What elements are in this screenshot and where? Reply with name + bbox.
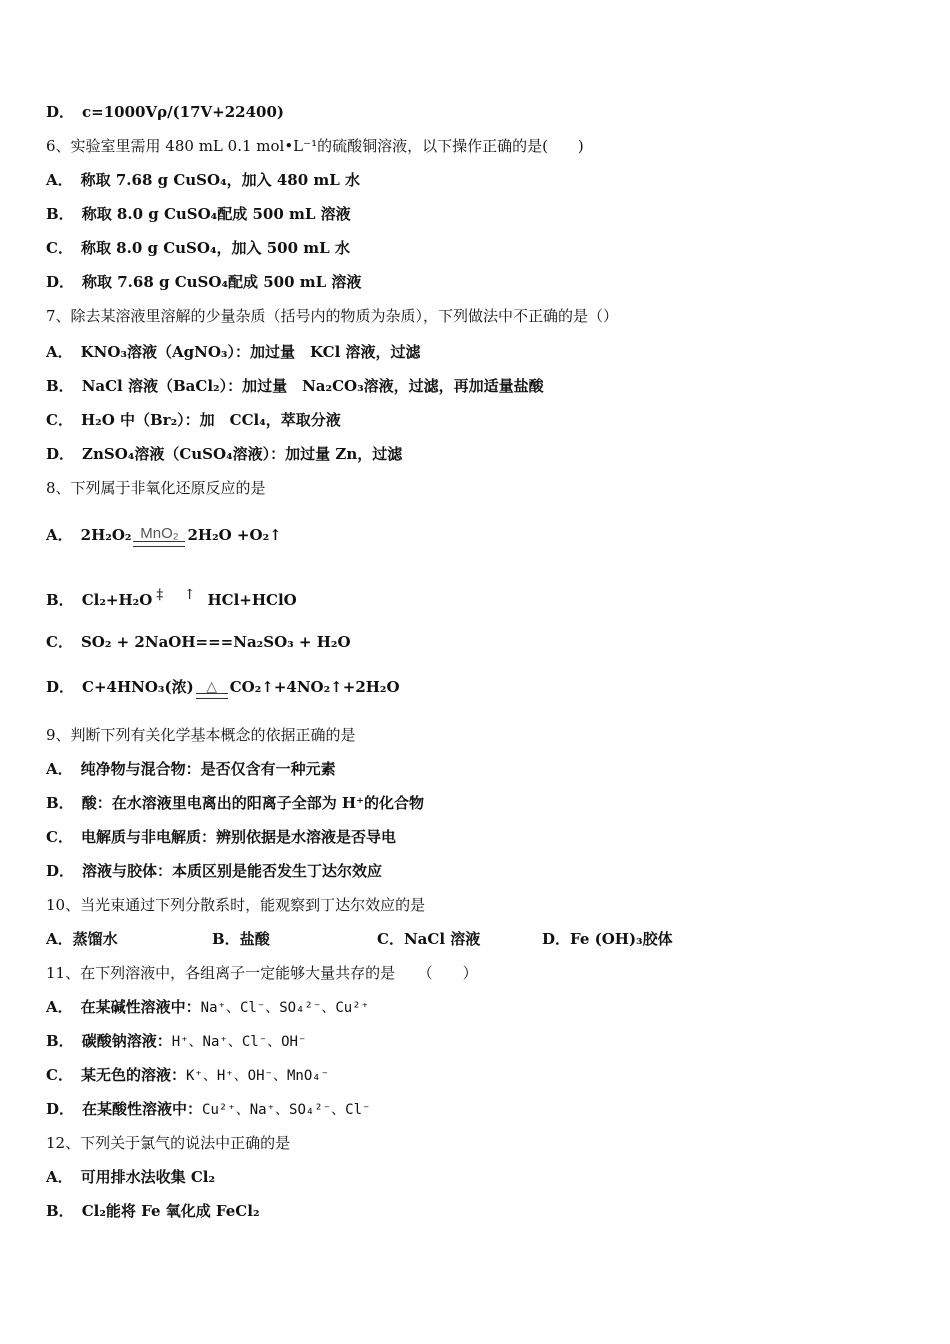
q8-option-d[interactable]: D． C+4HNO₃(浓) △ CO₂↑+4NO₂↑+2H₂O (46, 672, 400, 703)
q12-option-a[interactable]: A． 可用排水法收集 Cl₂ (46, 1168, 216, 1186)
q7-option-b[interactable]: B． NaCl 溶液（BaCl₂）：加过量 Na₂CO₃溶液，过滤，再加适量盐酸 (46, 377, 544, 395)
q6-option-d[interactable]: D． 称取 7.68 g CuSO₄配成 500 mL 溶液 (46, 273, 362, 291)
q10-option-c[interactable]: C．NaCl 溶液 (377, 930, 481, 948)
q11-option-c[interactable]: C． 某无色的溶液：K⁺、H⁺、OH⁻、MnO₄⁻ (46, 1066, 330, 1084)
q10-option-d[interactable]: D．Fe (OH)₃胶体 (542, 930, 673, 948)
q8-option-c[interactable]: C． SO₂ + 2NaOH===Na₂SO₃ + H₂O (46, 633, 351, 651)
q6-option-b[interactable]: B． 称取 8.0 g CuSO₄配成 500 mL 溶液 (46, 205, 351, 223)
garbled-equilibrium-arrow: ‡ ↑ (156, 587, 204, 603)
q11-option-a[interactable]: A． 在某碱性溶液中：Na⁺、Cl⁻、SO₄²⁻、Cu²⁺ (46, 998, 370, 1016)
q12-option-b[interactable]: B． Cl₂能将 Fe 氧化成 FeCl₂ (46, 1202, 260, 1220)
q6-option-a[interactable]: A． 称取 7.68 g CuSO₄，加入 480 mL 水 (46, 171, 361, 189)
q6-option-c[interactable]: C． 称取 8.0 g CuSO₄，加入 500 mL 水 (46, 239, 350, 257)
q12-stem: 12、下列关于氯气的说法中正确的是 (46, 1134, 291, 1152)
q7-option-d[interactable]: D． ZnSO₄溶液（CuSO₄溶液）：加过量 Zn，过滤 (46, 445, 403, 463)
q8-stem: 8、下列属于非氧化还原反应的是 (46, 479, 266, 497)
q9-option-a[interactable]: A． 纯净物与混合物：是否仅含有一种元素 (46, 760, 336, 778)
reaction-arrow-mno2: MnO₂ (133, 521, 185, 551)
q11-option-d[interactable]: D． 在某酸性溶液中：Cu²⁺、Na⁺、SO₄²⁻、Cl⁻ (46, 1100, 371, 1118)
q10-option-a[interactable]: A．蒸馏水 (46, 930, 118, 948)
q7-option-c[interactable]: C． H₂O 中（Br₂）：加 CCl₄，萃取分液 (46, 411, 341, 429)
q9-stem: 9、判断下列有关化学基本概念的依据正确的是 (46, 726, 356, 744)
q5-option-d: D． c=1000Vρ/(17V+22400) (46, 103, 285, 121)
q8-option-b[interactable]: B． Cl₂+H₂O ‡ ↑ HCl+HClO (46, 587, 297, 609)
q7-option-a[interactable]: A． KNO₃溶液（AgNO₃）：加过量 KCl 溶液，过滤 (46, 343, 421, 361)
q9-option-d[interactable]: D． 溶液与胶体：本质区别是能否发生丁达尔效应 (46, 862, 383, 880)
q6-stem: 6、实验室里需用 480 mL 0.1 mol•L⁻¹的硫酸铜溶液，以下操作正确的是( ) (46, 137, 584, 155)
q9-option-c[interactable]: C． 电解质与非电解质：辨别依据是水溶液是否导电 (46, 828, 396, 846)
q10-stem: 10、当光束通过下列分散系时，能观察到丁达尔效应的是 (46, 896, 426, 914)
q11-stem: 11、在下列溶液中，各组离子一定能够大量共存的是 （ ） (46, 964, 478, 982)
q8-option-a[interactable]: A． 2H₂O₂ MnO₂ 2H₂O +O₂↑ (46, 520, 282, 551)
q10-option-b[interactable]: B．盐酸 (212, 930, 270, 948)
reaction-arrow-heat: △ (196, 673, 228, 703)
q11-option-b[interactable]: B． 碳酸钠溶液：H⁺、Na⁺、Cl⁻、OH⁻ (46, 1032, 307, 1050)
q7-stem: 7、除去某溶液里溶解的少量杂质（括号内的物质为杂质），下列做法中不正确的是（） (46, 307, 619, 325)
q9-option-b[interactable]: B． 酸：在水溶液里电离出的阳离子全部为 H⁺的化合物 (46, 794, 425, 812)
